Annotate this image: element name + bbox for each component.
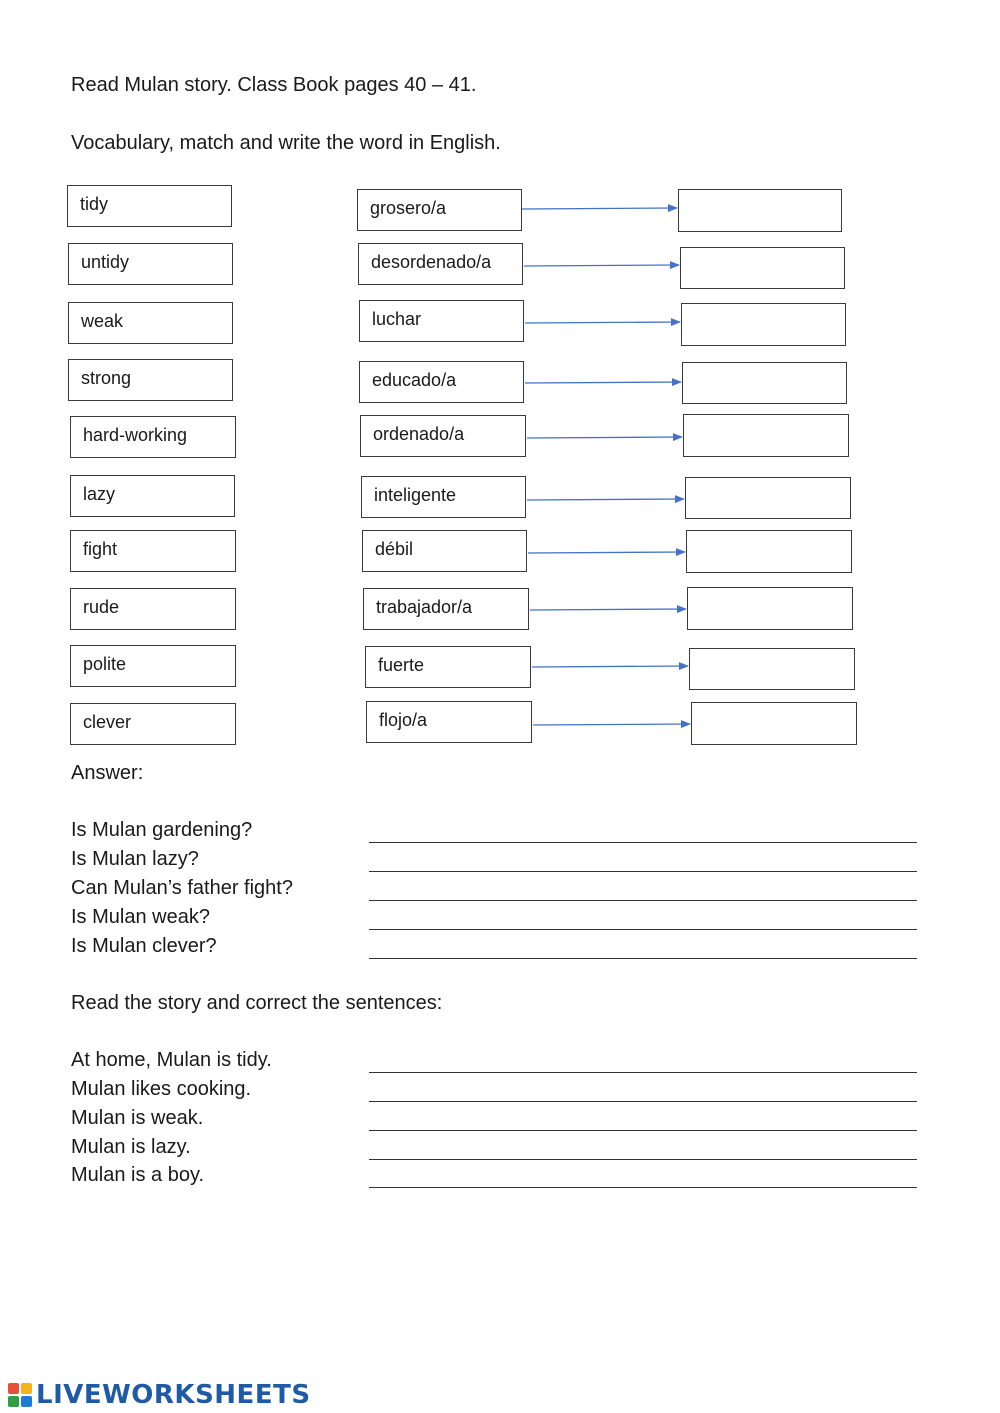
english-word-box[interactable]: weak bbox=[68, 302, 233, 344]
answer-heading: Answer: bbox=[71, 762, 144, 784]
english-word-box[interactable]: untidy bbox=[68, 243, 233, 285]
answer-input-box[interactable] bbox=[691, 702, 857, 745]
spanish-word-box: luchar bbox=[359, 300, 524, 342]
instruction-vocabulary: Vocabulary, match and write the word in English. bbox=[71, 132, 501, 154]
spanish-word-box: grosero/a bbox=[357, 189, 522, 231]
answer-question: Is Mulan gardening? bbox=[71, 819, 253, 841]
answer-line[interactable] bbox=[369, 929, 917, 930]
arrow-line bbox=[522, 208, 677, 209]
arrow-line bbox=[527, 499, 684, 500]
answer-input-box[interactable] bbox=[682, 362, 847, 404]
answer-line[interactable] bbox=[369, 900, 917, 901]
correct-heading: Read the story and correct the sentences: bbox=[71, 992, 443, 1014]
answer-line[interactable] bbox=[369, 842, 917, 843]
answer-input-box[interactable] bbox=[683, 414, 849, 457]
correct-sentence: Mulan is weak. bbox=[71, 1107, 204, 1129]
spanish-word-box: ordenado/a bbox=[360, 415, 526, 457]
english-word-box[interactable]: clever bbox=[70, 703, 236, 745]
english-word-box[interactable]: tidy bbox=[67, 185, 232, 227]
spanish-word-box: educado/a bbox=[359, 361, 524, 403]
arrow-line bbox=[530, 609, 686, 610]
answer-line[interactable] bbox=[369, 958, 917, 959]
answer-question: Is Mulan lazy? bbox=[71, 848, 199, 870]
arrow-line bbox=[532, 666, 688, 667]
english-word-box[interactable]: hard-working bbox=[70, 416, 236, 458]
answer-question: Is Mulan clever? bbox=[71, 935, 217, 957]
spanish-word-box: débil bbox=[362, 530, 527, 572]
spanish-word-box: desordenado/a bbox=[358, 243, 523, 285]
logo-blocks-icon bbox=[8, 1383, 32, 1407]
arrow-line bbox=[525, 322, 680, 323]
english-word-box[interactable]: rude bbox=[70, 588, 236, 630]
correction-line[interactable] bbox=[369, 1159, 917, 1160]
spanish-word-box: trabajador/a bbox=[363, 588, 529, 630]
liveworksheets-logo[interactable] bbox=[8, 1380, 311, 1410]
correct-sentence: Mulan is a boy. bbox=[71, 1164, 205, 1186]
correct-sentence: At home, Mulan is tidy. bbox=[71, 1049, 272, 1071]
answer-question: Is Mulan weak? bbox=[71, 906, 210, 928]
answer-input-box[interactable] bbox=[687, 587, 853, 630]
english-word-box[interactable]: strong bbox=[68, 359, 233, 401]
spanish-word-box: flojo/a bbox=[366, 701, 532, 743]
answer-input-box[interactable] bbox=[680, 247, 845, 289]
correction-line[interactable] bbox=[369, 1101, 917, 1102]
instruction-read: Read Mulan story. Class Book pages 40 – 41. bbox=[71, 74, 477, 96]
arrow-line bbox=[528, 552, 685, 553]
correction-line[interactable] bbox=[369, 1187, 917, 1188]
spanish-word-box: inteligente bbox=[361, 476, 526, 518]
correct-sentence: Mulan is lazy. bbox=[71, 1136, 191, 1158]
answer-input-box[interactable] bbox=[686, 530, 852, 573]
correct-sentence: Mulan likes cooking. bbox=[71, 1078, 252, 1100]
arrow-line bbox=[524, 265, 679, 266]
logo-text: LIVEWORKSHEETS bbox=[36, 1380, 311, 1410]
english-word-box[interactable]: fight bbox=[70, 530, 236, 572]
arrow-line bbox=[527, 437, 682, 438]
correction-line[interactable] bbox=[369, 1072, 917, 1073]
arrow-line bbox=[533, 724, 690, 725]
answer-line[interactable] bbox=[369, 871, 917, 872]
arrow-line bbox=[525, 382, 681, 383]
correction-line[interactable] bbox=[369, 1130, 917, 1131]
english-word-box[interactable]: polite bbox=[70, 645, 236, 687]
answer-input-box[interactable] bbox=[681, 303, 846, 346]
answer-input-box[interactable] bbox=[678, 189, 842, 232]
answer-question: Can Mulan’s father fight? bbox=[71, 877, 293, 899]
english-word-box[interactable]: lazy bbox=[70, 475, 235, 517]
answer-input-box[interactable] bbox=[685, 477, 851, 519]
spanish-word-box: fuerte bbox=[365, 646, 531, 688]
answer-input-box[interactable] bbox=[689, 648, 855, 690]
